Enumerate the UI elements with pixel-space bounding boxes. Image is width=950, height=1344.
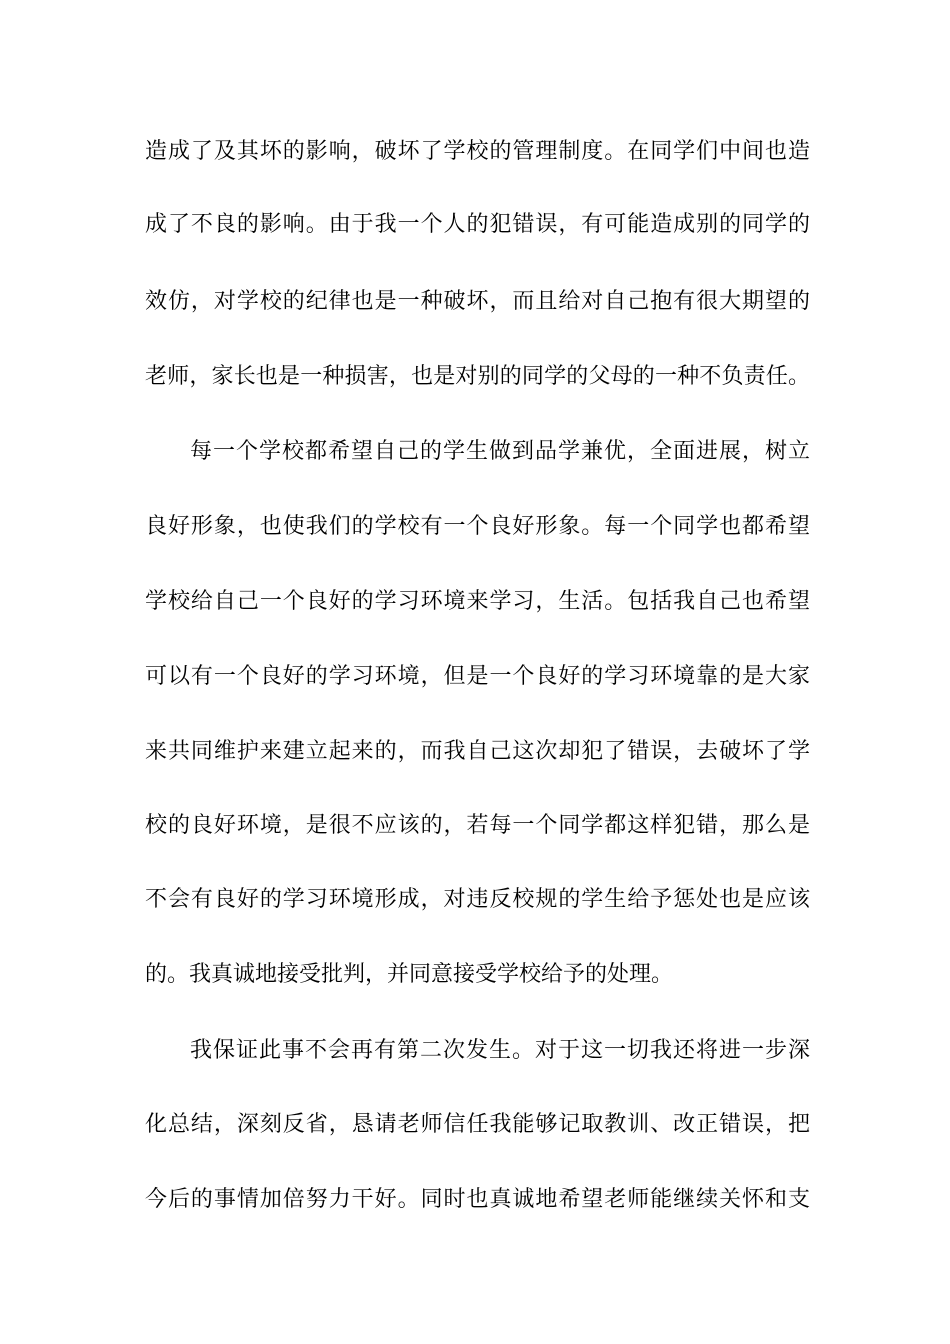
- text-line-6: 良好形象，也使我们的学校有一个良好形象。每一个同学也都希望: [145, 514, 810, 539]
- text-line-14: 化总结，深刻反省，恳请老师信任我能够记取教训、改正错误，把: [145, 1112, 810, 1137]
- text-line-2: 成了不良的影响。由于我一个人的犯错误，有可能造成别的同学的: [145, 212, 810, 237]
- text-line-15: 今后的事情加倍努力干好。同时也真诚地希望老师能继续关怀和支: [145, 1187, 810, 1212]
- text-line-1: 造成了及其坏的影响，破坏了学校的管理制度。在同学们中间也造: [145, 139, 810, 164]
- text-line-4: 老师，家长也是一种损害，也是对别的同学的父母的一种不负责任。: [145, 364, 810, 389]
- text-line-9: 来共同维护来建立起来的，而我自己这次却犯了错误，去破坏了学: [145, 739, 810, 764]
- text-line-5: 每一个学校都希望自己的学生做到品学兼优，全面进展，树立: [190, 439, 810, 464]
- text-line-10: 校的良好环境，是很不应该的，若每一个同学都这样犯错，那么是: [145, 813, 810, 838]
- text-line-3: 效仿，对学校的纪律也是一种破坏，而且给对自己抱有很大期望的: [145, 289, 810, 314]
- text-line-11: 不会有良好的学习环境形成，对违反校规的学生给予惩处也是应该: [145, 887, 810, 912]
- text-line-8: 可以有一个良好的学习环境，但是一个良好的学习环境靠的是大家: [145, 664, 810, 689]
- text-line-7: 学校给自己一个良好的学习环境来学习，生活。包括我自己也希望: [145, 589, 810, 614]
- text-line-13: 我保证此事不会再有第二次发生。对于这一切我还将进一步深: [190, 1038, 810, 1063]
- text-line-12: 的。我真诚地接受批判，并同意接受学校给予的处理。: [145, 962, 674, 987]
